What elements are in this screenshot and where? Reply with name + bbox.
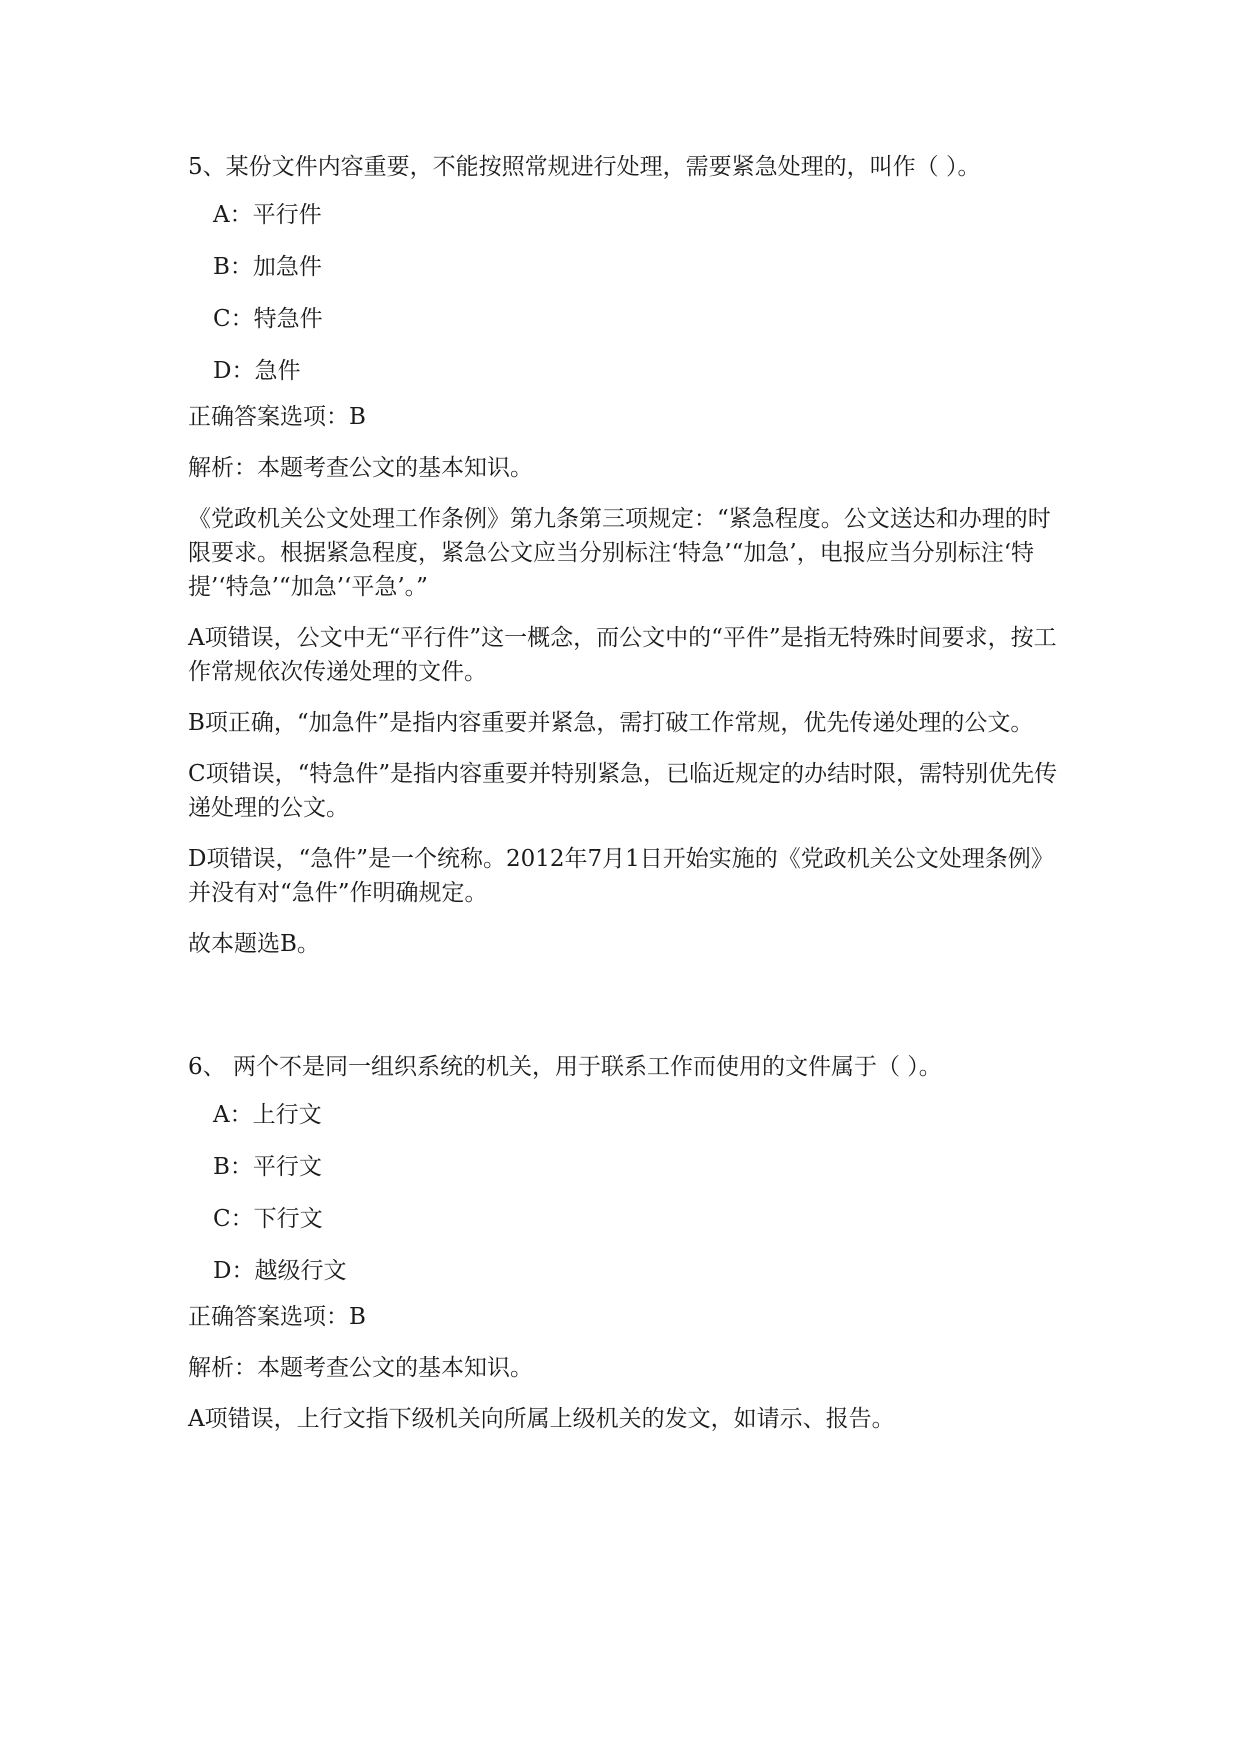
option-key: C	[213, 306, 231, 332]
question-number: 6、	[188, 1054, 226, 1080]
explanation-paragraph: A项错误，上行文指下级机关向所属上级机关的发文，如请示、报告。	[188, 1406, 895, 1432]
question-spacer	[188, 978, 1058, 1050]
explanation-paragraph: 《党政机关公文处理工作条例》第九条第三项规定：“紧急程度。公文送达和办理的时限要求。根据紧急程度，紧急公文应当分别标注‘特急’“加急’，电报应当分别标注‘特提’‘特急’“加急’‘平急’。”	[188, 506, 1051, 600]
option-b	[213, 250, 1058, 284]
option-key: D	[213, 358, 232, 384]
option-key: B	[213, 254, 230, 280]
option-separator: ：	[231, 1258, 255, 1284]
explanation-paragraph: A项错误，公文中无“平行件”这一概念，而公文中的“平件”是指无特殊时间要求，按工作常规依次传递处理的文件。	[188, 625, 1057, 685]
explanation-paragraph: C项错误，“特急件”是指内容重要并特别紧急，已临近规定的办结时限，需特别优先传递处理的公文。	[188, 761, 1058, 821]
explanation-paragraph: B项正确，“加急件”是指内容重要并紧急，需打破工作常规，优先传递处理的公文。	[188, 710, 1034, 736]
question-number: 5、	[188, 154, 226, 180]
option-b	[213, 1150, 1058, 1184]
question-5	[188, 150, 1058, 961]
option-list	[188, 1098, 1058, 1288]
explanation-lead: 解析：本题考查公文的基本知识。	[188, 1355, 533, 1381]
option-separator: ：	[230, 1206, 254, 1232]
option-key: A	[213, 1102, 230, 1128]
option-text: 特急件	[253, 306, 323, 332]
option-key: A	[213, 202, 230, 228]
option-text: 加急件	[252, 254, 322, 280]
option-text: 急件	[254, 358, 301, 384]
option-d	[213, 1254, 1058, 1288]
option-key: B	[213, 1154, 230, 1180]
answer-value: B	[349, 404, 366, 430]
option-separator: ：	[229, 254, 253, 280]
question-stem	[188, 150, 1058, 184]
question-text: 两个不是同一组织系统的机关，用于联系工作而使用的文件属于（ ）。	[225, 1054, 942, 1080]
option-text: 平行件	[252, 202, 322, 228]
explanation-paragraph: D项错误，“急件”是一个统称。2012年7月1日开始实施的《党政机关公文处理条例》并没有对“急件”作明确规定。	[188, 846, 1054, 906]
answer-value: B	[349, 1304, 366, 1330]
option-separator: ：	[231, 358, 255, 384]
option-text: 上行文	[252, 1102, 322, 1128]
option-a	[213, 198, 1058, 232]
document-page	[188, 150, 1058, 1453]
explanation-lead: 解析：本题考查公文的基本知识。	[188, 455, 533, 481]
option-a	[213, 1098, 1058, 1132]
option-d	[213, 354, 1058, 388]
correct-answer	[188, 1300, 1058, 1334]
question-stem	[188, 1050, 1058, 1084]
option-key: D	[213, 1258, 232, 1284]
answer-label: 正确答案选项：	[188, 1304, 349, 1330]
question-text: 某份文件内容重要，不能按照常规进行处理，需要紧急处理的，叫作（ ）。	[225, 154, 981, 180]
question-6	[188, 1050, 1058, 1436]
answer-label: 正确答案选项：	[188, 404, 349, 430]
option-separator: ：	[230, 306, 254, 332]
option-key: C	[213, 1206, 231, 1232]
option-text: 越级行文	[254, 1258, 347, 1284]
option-separator: ：	[229, 1154, 253, 1180]
explanation-conclusion: 故本题选B。	[188, 931, 320, 957]
option-text: 平行文	[252, 1154, 322, 1180]
option-separator: ：	[229, 202, 253, 228]
option-c	[213, 1202, 1058, 1236]
correct-answer	[188, 400, 1058, 434]
option-text: 下行文	[253, 1206, 323, 1232]
option-c	[213, 302, 1058, 336]
option-separator: ：	[229, 1102, 253, 1128]
option-list	[188, 198, 1058, 388]
